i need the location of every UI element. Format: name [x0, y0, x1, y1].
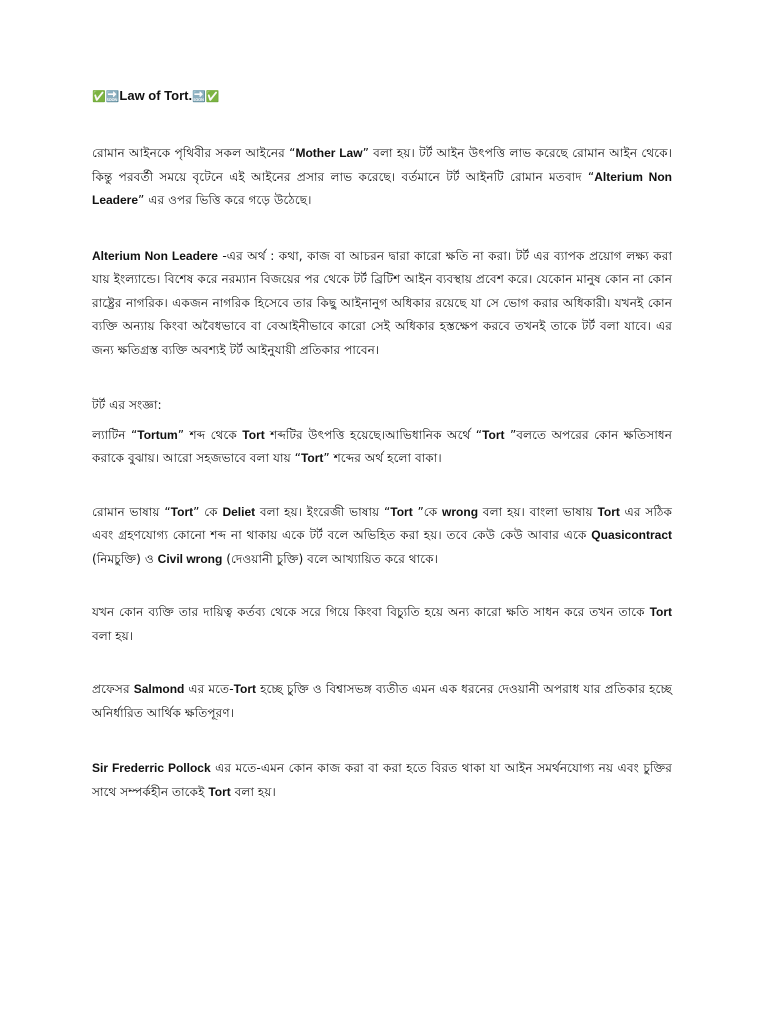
bold-term: Tort [597, 504, 620, 519]
text-run: এর মতে- [184, 682, 234, 696]
text-run: রোমান ভাষায় “ [92, 504, 171, 519]
document-title [92, 86, 672, 107]
bold-term: Tortum [137, 427, 178, 442]
text-run: হচ্ছে চুক্তি ও বিশ্বাসভঙ্গ ব্যতীত এমন এক ধরনের দেওয়ানী অপরাধ যার প্রতিকার হচ্ছে অনির্ধারিত আর্থিক ক্ষতিপূরণ। [92, 682, 672, 720]
text-run: (দেওয়ানী চুক্তি) বলে আখ্যায়িত করে থাকে। [222, 551, 438, 566]
text-run: বলা হয়। [92, 628, 134, 643]
check-emoji-icon: 🔜✅ [192, 91, 220, 103]
bold-term: Tort [649, 605, 672, 619]
bold-term: Sir Frederric Pollock [92, 761, 211, 775]
text-run: ” শব্দের অর্থ হলো বাকা। [323, 451, 442, 465]
bold-term: Tort [233, 682, 257, 696]
paragraph-alterium [92, 245, 672, 363]
bold-term: Tort [242, 427, 265, 442]
text-run: ” এর ওপর ভিত্তি করে গড়ে উঠেছে। [138, 193, 312, 207]
bold-term: Quasicontract [591, 528, 672, 542]
bold-term: wrong [442, 504, 479, 519]
bold-term: Alterium Non Leadere [92, 248, 218, 263]
text-run: ”বলতে অপরের কোন ক্ষতিসাধন করাকে বুঝায়। আরো সহজভাবে বলা যায় “ [92, 427, 672, 465]
text-run: বলা হয়। ইংরেজী ভাষায় “ [255, 504, 391, 519]
text-run: প্রফেসর [92, 682, 134, 696]
text-run: ” বলা হয়। টর্ট আইন উৎপত্তি লাভ করেছে রোমান আইন থেকে। কিন্তু পরবর্তী সময়ে বৃটেনে এই আইনের প্রসার লাভ করেছে। বর্তমানে টর্ট আইনটি রোমান মতবাদ “ [92, 146, 673, 184]
text-run: রোমান আইনকে পৃথিবীর সকল আইনের “ [92, 146, 296, 160]
text-run: ” শব্দ থেকে [177, 427, 243, 442]
title-text: Law of Tort. [119, 88, 193, 103]
check-emoji-icon: ✅🔜 [92, 91, 120, 103]
text-run: এর সঠিক এবং গ্রহণযোগ্য কোনো শব্দ না থাকায় একে টর্ট বলে অভিহিত করা হয়। তবে কেউ কেউ আবার একে [92, 504, 672, 542]
text-run: ”কে [412, 504, 443, 519]
bold-term: Tort [170, 504, 194, 519]
paragraph-duty [92, 601, 672, 648]
paragraph-languages [92, 501, 672, 572]
text-run: শব্দটির উৎপত্তি হয়েছে।আভিধানিক অর্থে “ [264, 427, 483, 442]
bold-term: Civil wrong [157, 551, 223, 566]
text-run: এর মতে-এমন কোন কাজ করা বা করা হতে বিরত থাকা যা আইন সমর্থনযোগ্য নয় এবং চুক্তির সাথে সম্পর্কহীন তাকেই [92, 761, 672, 799]
section-heading-definition: টর্ট এর সংজ্ঞা: [92, 398, 162, 412]
paragraph-salmond [92, 678, 672, 725]
bold-term: Tort [300, 451, 324, 465]
text-run: বলা হয়। বাংলা ভাষায় [478, 504, 598, 519]
bold-term: Salmond [133, 682, 185, 696]
paragraph-etymology [92, 424, 672, 471]
paragraph-intro [92, 142, 672, 213]
text-run: -এর অর্থ : কথা, কাজ বা আচরন দ্বারা কারো ক্ষতি না করা। টর্ট এর ব্যাপক প্রয়োগ লক্ষ্য করা যায় ইংল্যান্ডে। বিশেষ করে নরম্যান বিজয়ের পর থেকে টর্ট ব্রিটিশ আইন ব্যবস্থায় প্রবেশ করে। যেকোন মানুষ কোন না কোন রাষ্ট্রের নাগরিক। একজন নাগরিক হিসেবে তার কিছু আইনানুগ অধিকার রয়েছে যা সে ভোগ করার অধিকারী। যখনই কোন ব্যক্তি অন্যায় কিংবা অবৈধভাবে বা বেআইনীভাবে কারো সেই অধিকার হস্তক্ষেপ করবে তখনই তাকে টর্ট বলা যাবে। এর জন্য ক্ষতিগ্রস্ত ব্যক্তি অবশ্যই টর্ট আইনুযায়ী প্রতিকার পাবেন। [92, 248, 672, 357]
bold-term: Deliet [222, 504, 256, 519]
text-run: (নিমচুক্তি) ও [92, 551, 158, 566]
bold-term: Mother Law [295, 146, 363, 160]
bold-term: Tort [390, 504, 413, 519]
text-run: ল্যাটিন “ [92, 427, 138, 442]
paragraph-pollock [92, 757, 672, 804]
bold-term: Alterium Non Leadere [92, 169, 672, 207]
bold-term: Tort [208, 784, 231, 799]
text-run: ” কে [193, 504, 223, 519]
text-run: বলা হয়। [230, 784, 276, 799]
document-page [92, 86, 672, 804]
text-run: যখন কোন ব্যক্তি তার দায়িত্ব কর্তব্য থেকে সরে গিয়ে কিংবা বিচ্যুতি হয়ে অন্য কারো ক্ষতি সাধন করে তখন তাকে [92, 605, 650, 619]
bold-term: Tort [482, 427, 505, 442]
